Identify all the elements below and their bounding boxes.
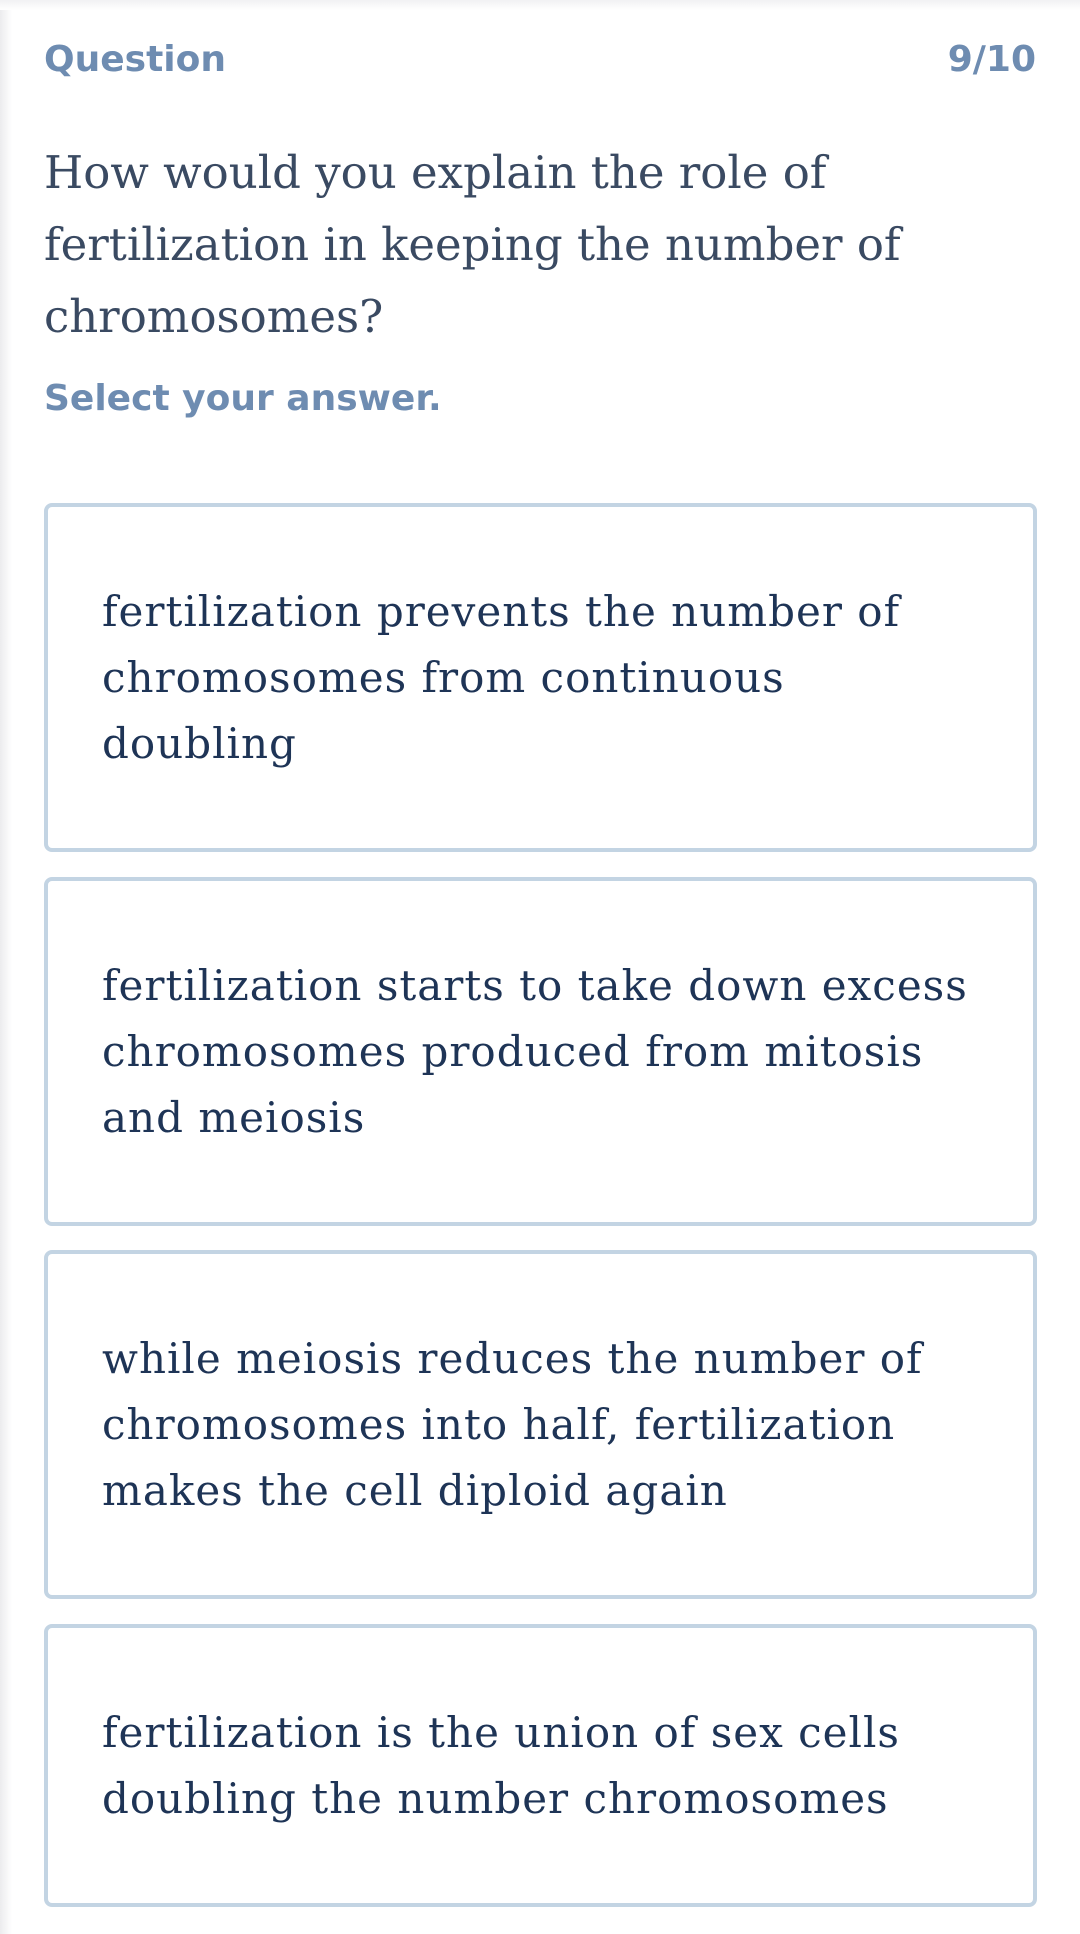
- answer-option-text: fertilization prevents the number of chromosomes from continuous doubling: [102, 586, 901, 768]
- answer-option-text: fertilization starts to take down excess chromosomes produced from mitosis and meiosis: [102, 960, 968, 1142]
- answer-option-2[interactable]: [44, 877, 1037, 1226]
- answer-option-text: fertilization is the union of sex cells doubling the number chromosomes: [102, 1707, 900, 1823]
- answer-option-1[interactable]: [44, 503, 1037, 852]
- answer-option-text: while meiosis reduces the number of chromosomes into half, fertilization makes the cell diploid again: [102, 1333, 923, 1515]
- question-text: How would you explain the role of fertilization in keeping the number of chromosomes?: [44, 146, 901, 343]
- select-answer-label: Select your answer.: [44, 378, 442, 419]
- left-edge-shadow: [0, 0, 12, 1934]
- answer-option-3[interactable]: [44, 1250, 1037, 1599]
- question-counter: 9/10: [947, 38, 1036, 80]
- question-label: Question: [44, 38, 226, 80]
- answer-option-4[interactable]: [44, 1624, 1037, 1907]
- top-edge-shadow: [0, 0, 1080, 10]
- question-header: [44, 34, 1036, 84]
